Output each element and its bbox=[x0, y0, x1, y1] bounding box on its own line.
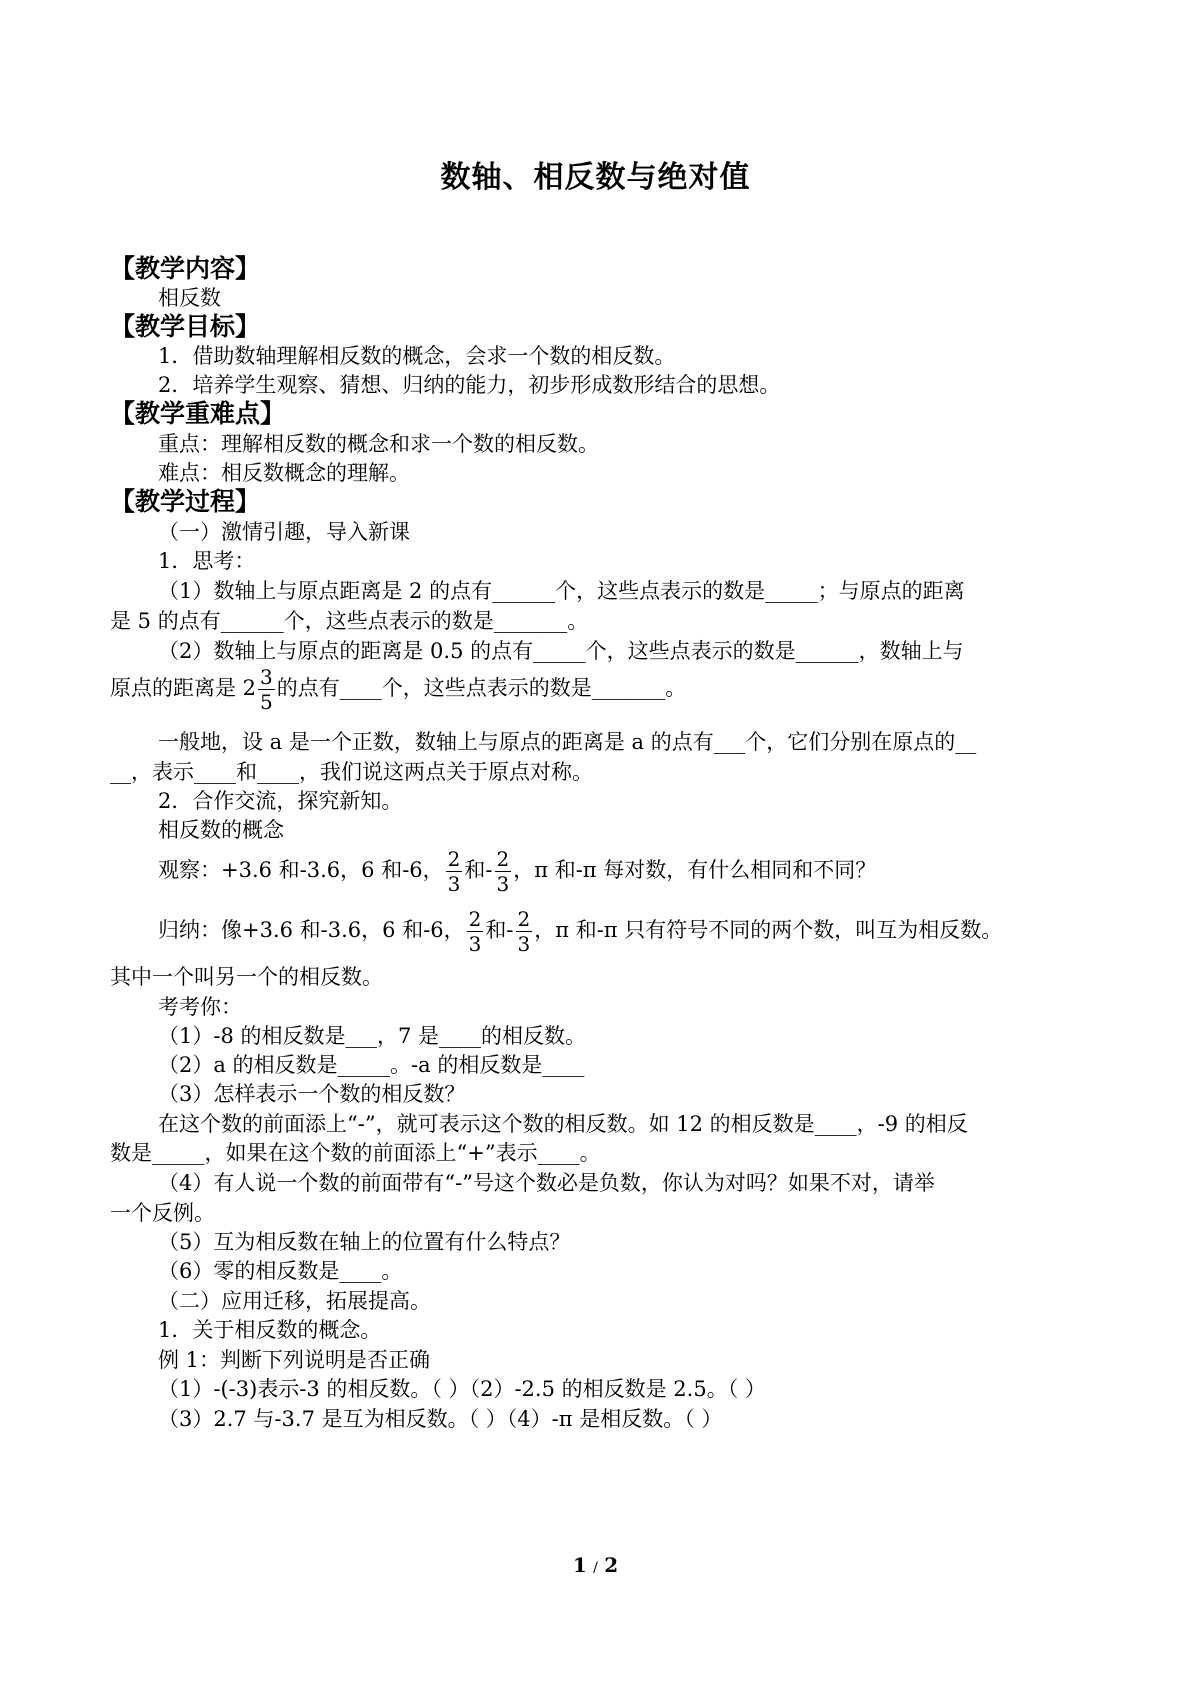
page-title: 数轴、相反数与绝对值 bbox=[440, 160, 751, 195]
fraction-denominator: 3 bbox=[496, 872, 510, 896]
induce-text-a: 归纳：像+3.6 和-3.6，6 和-6， bbox=[158, 918, 465, 942]
fraction-two-thirds-negative bbox=[495, 847, 512, 896]
heading-teaching-content: 【教学内容】 bbox=[110, 254, 261, 283]
test-item-3: （3）怎样表示一个数的相反数？ bbox=[158, 1082, 466, 1106]
total-pages: 2 bbox=[604, 1553, 619, 1577]
test-item-4-line-1: （4）有人说一个数的前面带有“-”号这个数必是负数，你认为对吗？如果不对，请举 bbox=[158, 1171, 935, 1195]
fraction-denominator: 3 bbox=[468, 932, 482, 956]
general-line-2: __，表示____和____，我们说这两点关于原点对称。 bbox=[110, 760, 593, 784]
current-page: 1 bbox=[572, 1553, 587, 1577]
fraction-denominator: 3 bbox=[447, 872, 461, 896]
observe-text-mid: 和- bbox=[464, 858, 493, 882]
fraction-denominator: 5 bbox=[260, 690, 273, 714]
process-step-2: 2．合作交流，探究新知。 bbox=[158, 789, 403, 813]
test-item-1: （1）-8 的相反数是___，7 是____的相反数。 bbox=[158, 1024, 587, 1048]
question-2-text-a: 原点的距离是 2 bbox=[110, 676, 257, 700]
test-item-5: （5）互为相反数在轴上的位置有什么特点？ bbox=[158, 1230, 571, 1254]
induce-text-mid: 和- bbox=[485, 918, 514, 942]
test-item-6: （6）零的相反数是____。 bbox=[158, 1259, 403, 1283]
induce-line bbox=[158, 904, 1002, 956]
think-label: 1．思考： bbox=[158, 549, 256, 573]
test-item-3-answer-line-1: 在这个数的前面添上“-”，就可表示这个数的相反数。如 12 的相反数是____，-9 的相反 bbox=[158, 1112, 968, 1136]
induce-line-2: 其中一个叫另一个的相反数。 bbox=[110, 965, 383, 989]
goal-item-1: 1．借助数轴理解相反数的概念，会求一个数的相反数。 bbox=[158, 344, 676, 368]
question-2-line-1: （2）数轴上与原点的距离是 0.5 的点有_____个，这些点表示的数是______，数轴上与 bbox=[158, 639, 964, 663]
general-line-1: 一般地，设 a 是一个正数，数轴上与原点的距离是 a 的点有___个，它们分别在原点的__ bbox=[158, 730, 977, 754]
test-item-3-answer-line-2: 数是_____，如果在这个数的前面添上“+”表示____。 bbox=[110, 1141, 601, 1165]
page-number bbox=[0, 1553, 1191, 1577]
goal-item-2: 2．培养学生观察、猜想、归纳的能力，初步形成数形结合的思想。 bbox=[158, 373, 781, 397]
heading-teaching-process: 【教学过程】 bbox=[110, 487, 261, 516]
heading-key-points: 【教学重难点】 bbox=[110, 399, 286, 428]
example-1-heading: 例 1：判断下列说明是否正确 bbox=[158, 1348, 431, 1372]
question-1-line-1: （1）数轴上与原点距离是 2 的点有______个，这些点表示的数是_____；与原点的距离 bbox=[158, 579, 965, 603]
fraction-two-thirds bbox=[446, 847, 463, 896]
key-point: 重点：理解相反数的概念和求一个数的相反数。 bbox=[158, 432, 599, 456]
question-1-line-2: 是 5 的点有______个，这些点表示的数是_______。 bbox=[110, 609, 589, 633]
fraction-two-thirds bbox=[467, 907, 484, 956]
example-1-items-b: （3）2.7 与-3.7 是互为相反数。（ ）（4）-π 是相反数。（ ） bbox=[158, 1407, 723, 1431]
fraction-numerator: 2 bbox=[496, 847, 510, 871]
observe-text-a: 观察：+3.6 和-3.6，6 和-6， bbox=[158, 858, 444, 882]
fraction-numerator: 2 bbox=[517, 907, 531, 931]
concept-subheading: 1．关于相反数的概念。 bbox=[158, 1318, 382, 1342]
fraction-two-thirds-negative bbox=[516, 907, 533, 956]
process-step-1: （一）激情引趣，导入新课 bbox=[158, 520, 410, 544]
process-step-3: （二）应用迁移，拓展提高。 bbox=[158, 1289, 431, 1313]
test-item-4-line-2: 一个反例。 bbox=[110, 1201, 215, 1225]
test-item-2: （2）a 的相反数是_____。-a 的相反数是____ bbox=[158, 1053, 585, 1077]
content-text: 相反数 bbox=[158, 286, 221, 310]
fraction-denominator: 3 bbox=[517, 932, 531, 956]
page-separator: / bbox=[593, 1560, 598, 1576]
fraction-numerator: 2 bbox=[468, 907, 482, 931]
test-heading: 考考你： bbox=[158, 995, 242, 1019]
question-2-text-b: 的点有____个，这些点表示的数是_______。 bbox=[276, 676, 687, 700]
example-1-items-a: （1）-(-3)表示-3 的相反数。（ ）（2）-2.5 的相反数是 2.5。（ ） bbox=[158, 1377, 766, 1401]
fraction-numerator: 3 bbox=[260, 665, 273, 689]
concept-heading: 相反数的概念 bbox=[158, 818, 284, 842]
observe-line bbox=[158, 844, 876, 896]
difficult-point: 难点：相反数概念的理解。 bbox=[158, 461, 410, 485]
observe-text-b: ，π 和-π 每对数，有什么相同和不同？ bbox=[513, 858, 877, 882]
question-2-line-2 bbox=[110, 664, 686, 714]
fraction-numerator: 2 bbox=[447, 847, 461, 871]
fraction-three-fifths bbox=[258, 665, 275, 714]
heading-teaching-goals: 【教学目标】 bbox=[110, 312, 261, 341]
induce-text-b: ，π 和-π 只有符号不同的两个数，叫互为相反数。 bbox=[534, 918, 1003, 942]
